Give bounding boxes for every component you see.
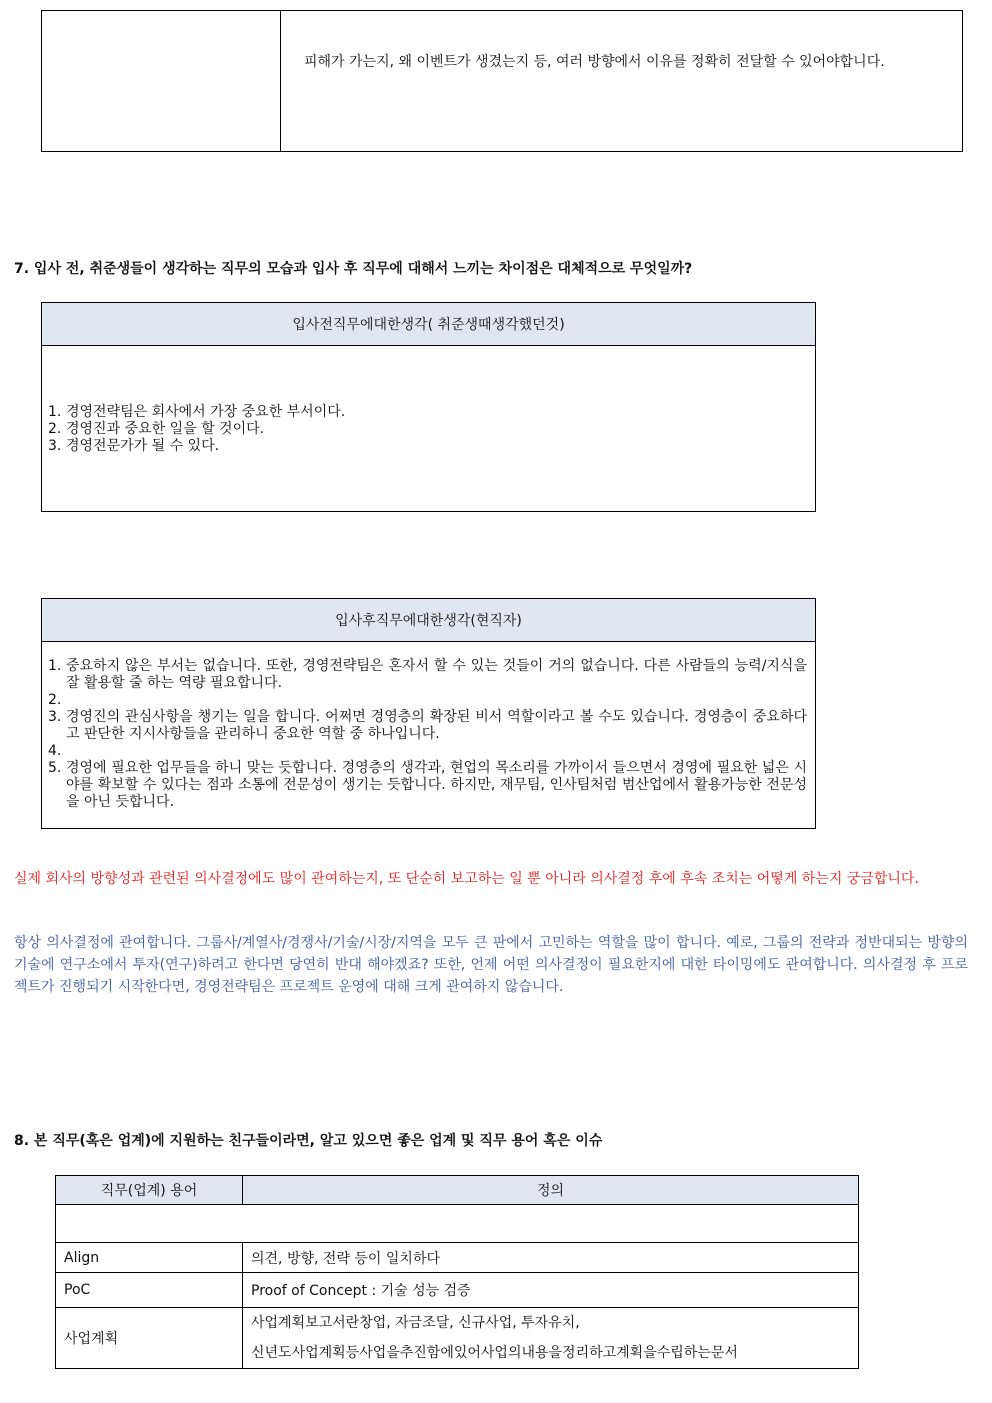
table-column-divider xyxy=(280,11,281,151)
list-item: 1. 경영전략팀은 회사에서 가장 중요한 부서이다. xyxy=(48,404,346,420)
term-cell: Align xyxy=(56,1243,243,1273)
top-continuation-table xyxy=(41,10,963,152)
question-7-title: 7. 입사 전, 취준생들이 생각하는 직무의 모습과 입사 후 직무에 대해서 느끼는 차이점은 대체적으로 무엇일까? xyxy=(14,261,693,277)
table-row xyxy=(56,1308,859,1369)
before-joining-header: 입사전직무에대한생각( 취준생때생각했던것) xyxy=(42,303,815,346)
after-joining-header: 입사후직무에대한생각(현직자) xyxy=(42,599,815,642)
follow-up-answer: 항상 의사결정에 관여합니다. 그룹사/계열사/경쟁사/기술/시장/지역을 모두 큰 판에서 고민하는 역할을 많이 합니다. 예로, 그룹의 전략과 정반대되는 방향의 기술에 연구소에서 투자(연구)하려고 한다면 당연히 반대 해야겠죠? 또한, 언제 어떤 의사결정이 필요한지에 대한 타이밍에도 관여합니다. 의사결정 후 프로젝트가 진행되기 시작한다면, 경영전략팀은 프로젝트 운영에 대해 크게 관여하지 않습니다. xyxy=(14,935,968,995)
column-header-definition: 정의 xyxy=(243,1176,859,1205)
definition-cell: 의견, 방향, 전략 등이 일치하다 xyxy=(243,1243,859,1273)
list-item: 1. 중요하지 않은 부서는 없습니다. 또한, 경영전략팀은 혼자서 할 수 있는 것들이 거의 없습니다. 다른 사람들의 능력/지식을 잘 활용할 줄 하는 역량 필요합니다. xyxy=(48,658,807,691)
list-item: 3. 경영진의 관심사항을 챙기는 일을 합니다. 어쩌면 경영층의 확장된 비서 역할이라고 볼 수도 있습니다. 경영층이 중요하다고 판단한 지시사항들을 관리하니 중요한 역할 중 하나입니다. xyxy=(48,709,807,742)
before-joining-box xyxy=(41,302,816,512)
list-item: 3. 경영전문가가 될 수 있다. xyxy=(48,438,220,454)
table-header-row xyxy=(56,1176,859,1205)
definition-cell xyxy=(243,1308,859,1369)
table-row xyxy=(56,1273,859,1308)
table-row xyxy=(56,1243,859,1273)
terms-table xyxy=(55,1175,859,1369)
list-item: 2. 경영진과 중요한 일을 할 것이다. xyxy=(48,421,265,437)
list-item: 5. 경영에 필요한 업무들을 하니 맞는 듯합니다. 경영층의 생각과, 현업의 목소리를 가까이서 들으면서 경영에 필요한 넓은 시야를 확보할 수 있다는 점과 소통에 전문성이 생기는 듯합니다. 하지만, 재무팀, 인사팀처럼 범산업에서 활용가능한 전문성을 아닌 듯합니다. xyxy=(48,760,807,810)
definition-line: 사업계획보고서란창업, 자금조달, 신규사업, 투자유치, xyxy=(251,1315,580,1331)
question-8-title: 8. 본 직무(혹은 업계)에 지원하는 친구들이라면, 알고 있으면 좋은 업계 및 직무 용어 혹은 이슈 xyxy=(14,1133,603,1149)
after-joining-box xyxy=(41,598,816,829)
list-item: 4. xyxy=(48,743,62,759)
follow-up-question: 실제 회사의 방향성과 관련된 의사결정에도 많이 관여하는지, 또 단순히 보고하는 일 뿐 아니라 의사결정 후에 후속 조치는 어떻게 하는지 궁금합니다. xyxy=(14,871,919,887)
definition-cell: Proof of Concept : 기술 성능 검증 xyxy=(243,1273,859,1308)
definition-line: 신년도사업계획등사업을추진함에있어사업의내용을정리하고계획을수립하는문서 xyxy=(251,1345,738,1361)
before-joining-list xyxy=(42,404,815,455)
table-cell-text: 피해가 가는지, 왜 이벤트가 생겼는지 등, 여러 방향에서 이유를 정확히 전달할 수 있어야합니다. xyxy=(304,54,885,70)
term-cell: PoC xyxy=(56,1273,243,1308)
term-cell: 사업계획 xyxy=(56,1308,243,1369)
empty-cell xyxy=(56,1205,859,1243)
table-row-empty xyxy=(56,1205,859,1243)
after-joining-list xyxy=(42,658,815,811)
list-item: 2. xyxy=(48,692,62,708)
column-header-term: 직무(업계) 용어 xyxy=(56,1176,243,1205)
